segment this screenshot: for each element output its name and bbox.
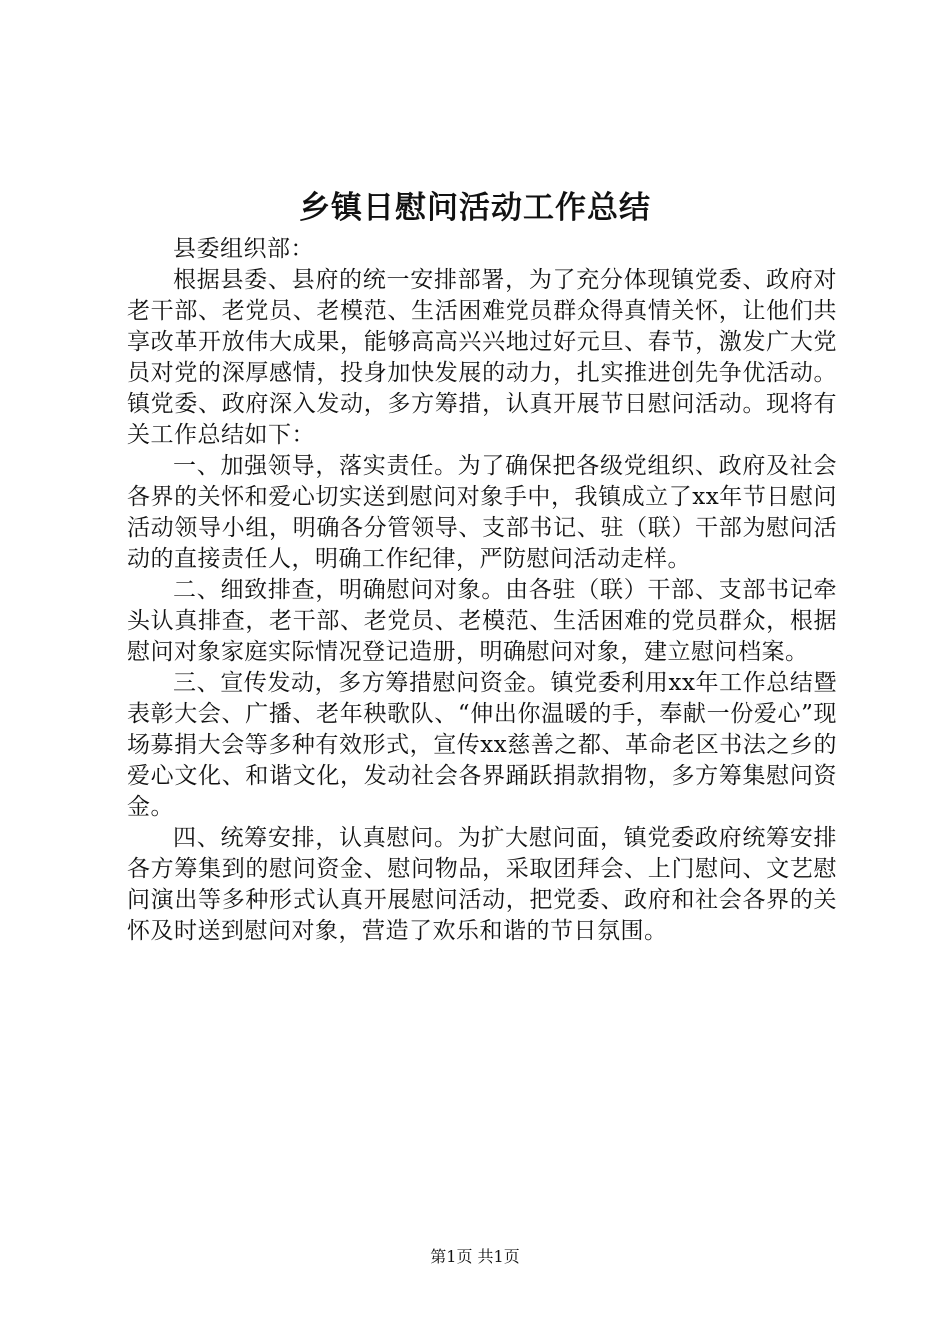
section-3-paragraph: 三、宣传发动，多方筹措慰问资金。镇党委利用xx年工作总结暨表彰大会、广播、老年秧歌队、“伸出你温暖的手，奉献一份爱心”现场募捐大会等多种有效形式，宣传xx慈善之都、革命老区书法之乡的爱心文化、和谐文化，发动社会各界踊跃捐款捐物，多方筹集慰问资金。 bbox=[127, 670, 837, 820]
page-number-footer: 第1页 共1页 bbox=[430, 1247, 520, 1266]
document-body bbox=[127, 234, 837, 947]
salutation: 县委组织部： bbox=[173, 236, 314, 262]
section-1-paragraph: 一、加强领导，落实责任。为了确保把各级党组织、政府及社会各界的关怀和爱心切实送到慰问对象手中，我镇成立了xx年节日慰问活动领导小组，明确各分管领导、支部书记、驻（联）干部为慰问活动的直接责任人，明确工作纪律，严防慰问活动走样。 bbox=[127, 453, 837, 572]
section-2-paragraph: 二、细致排查，明确慰问对象。由各驻（联）干部、支部书记牵头认真排查，老干部、老党员、老模范、生活困难的党员群众，根据慰问对象家庭实际情况登记造册，明确慰问对象，建立慰问档案。 bbox=[127, 577, 837, 665]
intro-paragraph: 根据县委、县府的统一安排部署，为了充分体现镇党委、政府对老干部、老党员、老模范、生活困难党员群众得真情关怀，让他们共享改革开放伟大成果，能够高高兴兴地过好元旦、春节，激发广大党员对党的深厚感情，投身加快发展的动力，扎实推进创先争优活动。镇党委、政府深入发动，多方筹措，认真开展节日慰问活动。现将有关工作总结如下： bbox=[127, 267, 837, 448]
section-4-paragraph: 四、统筹安排，认真慰问。为扩大慰问面，镇党委政府统筹安排各方筹集到的慰问资金、慰问物品，采取团拜会、上门慰问、文艺慰问演出等多种形式认真开展慰问活动，把党委、政府和社会各界的关怀及时送到慰问对象，营造了欢乐和谐的节日氛围。 bbox=[127, 825, 837, 944]
document-title: 乡镇日慰问活动工作总结 bbox=[299, 190, 651, 226]
